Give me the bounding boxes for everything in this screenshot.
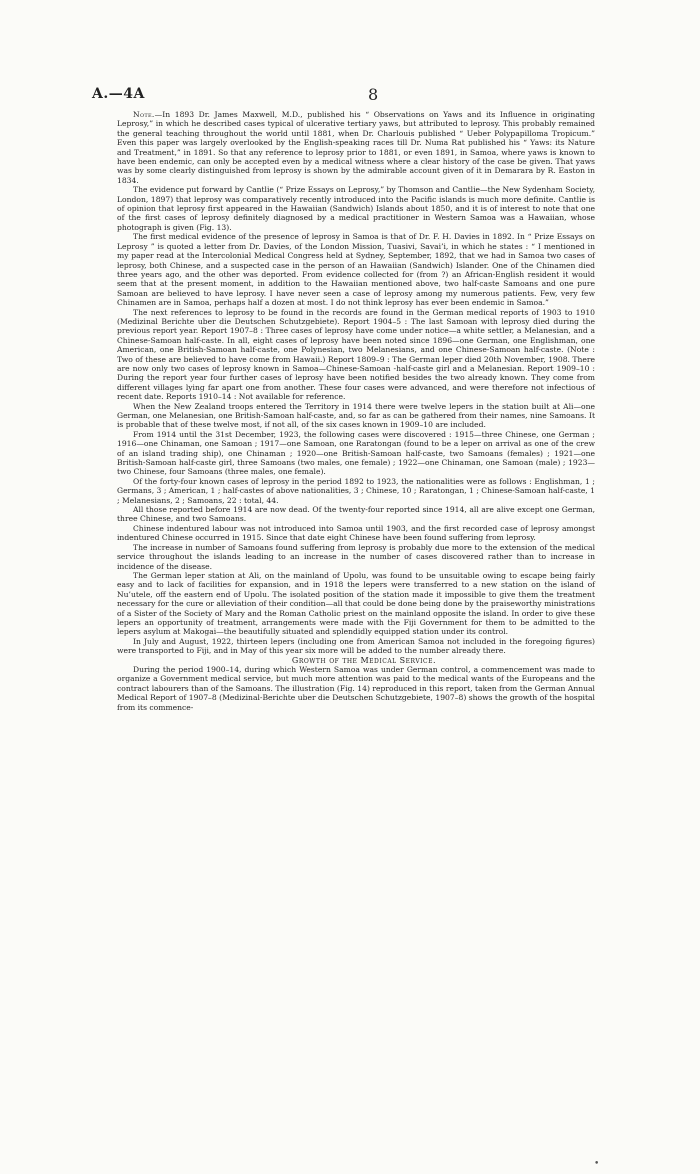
document-reference: A.—4A: [92, 86, 145, 102]
paragraph-note: [117, 110, 595, 185]
paragraph: From 1914 until the 31st December, 1923, the following cases were discovered : 1915—three Chinese, one German ; 1916—one Chinaman, one Samoan ; 1917—one Samoan, one Raratongan (found to be a leper on arrival as one of the crew of an island trading ship), one Chinaman ; 1920—one British-Samoan half-caste, two Samoans (females) ; 1921—one British-Samoan half-caste girl, three Samoans (two males, one female) ; 1922—one Chinaman, one Samoan (male) ; 1923—two Chinese, four Samoans (three males, one female).: [117, 429, 595, 477]
page-header: [92, 86, 612, 108]
body-text: [117, 110, 595, 712]
paragraph: Of the forty-four known cases of leprosy in the period 1892 to 1923, the nationalities were as follows : Englishman, 1 ; Germans, 3 ; American, 1 ; half-castes of above nationalities, 3 ; Chinese, 10 ; Raratongan, 1 ; Chinese-Samoan half-caste, 1 ; Melanesians, 2 ; Samoans, 22 : total, 44.: [117, 476, 595, 505]
paragraph: Chinese indentured labour was not introduced into Samoa until 1903, and the first recorded case of leprosy amongst indentured Chinese occurred in 1915. Since that date eight Chinese have been found suffering from leprosy.: [117, 523, 595, 543]
paragraph: The German leper station at Ali, on the mainland of Upolu, was found to be unsuitable owing to escape being fairly easy and to lack of facilities for expansion, and in 1918 the lepers were transferred to a new station on the island of Nu’utele, off the eastern end of Upolu. The isolated position of the station made it impossible to give them the treatment necessary for the cure or alleviation of their condition—all that could be done being done by the praiseworthy ministrations of a Sister of the Society of Mary and the Roman Catholic priest on the mainland opposite the island. In order to give these lepers an opportunity of treatment, arrangements were made with the Fiji Government for them to be admitted to the lepers asylum at Makogai—the beautifully situated and splendidly equipped station under its control.: [117, 570, 595, 637]
page-mark: •: [594, 1159, 600, 1169]
note-lead: Note.: [133, 110, 155, 119]
paragraph: In July and August, 1922, thirteen lepers (including one from American Samoa not included in the foregoing figures) were transported to Fiji, and in May of this year six more will be added to the number already there.: [117, 636, 595, 656]
paragraph: The evidence put forward by Cantlie (“ Prize Essays on Leprosy,” by Thomson and Cantlie—the New Sydenham Society, London, 1897) that leprosy was comparatively recently introduced into the Pacific islands is much more definite. Cantlie is of opinion that leprosy first appeared in the Hawaiian (Sandwich) Islands about 1850, and it is of interest to note that one of the first cases of leprosy definitely diagnosed by a medical practitioner in Western Samoa was a Hawaiian, whose photograph is given (Fig. 13).: [117, 185, 595, 232]
paragraph: The first medical evidence of the presence of leprosy in Samoa is that of Dr. F. H. Davies in 1892. In “ Prize Essays on Leprosy ” is quoted a letter from Dr. Davies, of the London Mission, Tuasivi, Savai’i, in which he states : “ I mentioned in my paper read at the Intercolonial Medical Congress held at Sydney, September, 1892, that we had in Samoa two cases of leprosy, both Chinese, and a suspected case in the person of an Hawaiian (Sandwich) Islander. One of the Chinamen died three years ago, and the other was deported. From evidence collected for (from ?) an African-English resident it would seem that at the present moment, in addition to the Hawaiian mentioned above, two half-caste Samoans and one pure Samoan are believed to have leprosy. I have never seen a case of leprosy among my numerous patients. Few, very few Chinamen are in Samoa, perhaps half a dozen at most. I do not think leprosy has ever been endemic in Samoa.”: [117, 232, 595, 308]
note-text: —In 1893 Dr. James Maxwell, M.D., published his “ Observations on Yaws and its Influence in originating Leprosy,” in which he described cases typical of ulcerative tertiary yaws, but attributed to leprosy. This probably remained the general teaching throughout the world until 1881, when Dr. Charlouis published “ Ueber Polypapilloma Tropicum.” Even this paper was largely overlooked by the English-speaking races till Dr. Numa Rat published his “ Yaws: its Nature and Treatment,” in 1891. So that any reference to leprosy prior to 1881, or even 1891, in Samoa, where yaws is known to have been endemic, can only be accepted even by a medical witness where a clear history of the case be given. That yaws was by some clearly distinguished from leprosy is shown by the admirable account given of it in Demarara by R. Easton in 1834.: [117, 110, 595, 185]
section-heading: Growth of the Medical Service.: [291, 655, 437, 665]
paragraph-final: During the period 1900–14, during which Western Samoa was under German control, a commencement was made to organize a Government medical service, but much more attention was paid to the medical wants of the Europeans and the contract labourers than of the Samoans. The illustration (Fig. 14) reproduced in this report, taken from the German Annual Medical Report of 1907–8 (Medizinal-Berichte uber die Deutschen Schutzgebiete, 1907–8) shows the growth of the hospital from its commence-: [117, 664, 595, 712]
paragraph: When the New Zealand troops entered the Territory in 1914 there were twelve lepers in the station built at Ali—one German, one Melanesian, one British-Samoan half-caste, and, so far as can be gathered from their names, nine Samoans. It is probable that of these twelve most, if not all, of the six cases known in 1909–10 are included.: [117, 401, 595, 430]
paragraph: The increase in number of Samoans found suffering from leprosy is probably due more to the extension of the medical service throughout the islands leading to an increase in the number of cases discovered rather than to increase in incidence of the disease.: [117, 542, 595, 571]
paragraph: All those reported before 1914 are now dead. Of the twenty-four reported since 1914, all are alive except one German, three Chinese, and two Samoans.: [117, 505, 595, 524]
paragraph: The next references to leprosy to be found in the records are found in the German medical reports of 1903 to 1910 (Medizinal Berichte uber die Deutschen Schutzgebiete). Report 1904–5 : The last Samoan with leprosy died during the previous report year. Report 1907–8 : Three cases of leprosy have come under notice—a white settler, a Melanesian, and a Chinese-Samoan half-caste. In all, eight cases of leprosy have been noted since 1896—one German, one Englishman, one American, one British-Samoan half-caste, one Polynesian, two Melanesians, and one Chinese-Samoan half-caste. (Note : Two of these are believed to have come from Hawaii.) Report 1809–9 : The German leper died 20th November, 1908. There are now only two cases of leprosy known in Samoa—Chinese-Samoan -half-caste girl and a Melanesian. Report 1909–10 : During the report year four further cases of leprosy have been notified besides the two already known. They come from different villages lying far apart one from another. These four cases were advanced, and were therefore not infectious of recent date. Reports 1910–14 : Not available for reference.: [117, 307, 595, 402]
page-number: 8: [368, 85, 379, 104]
